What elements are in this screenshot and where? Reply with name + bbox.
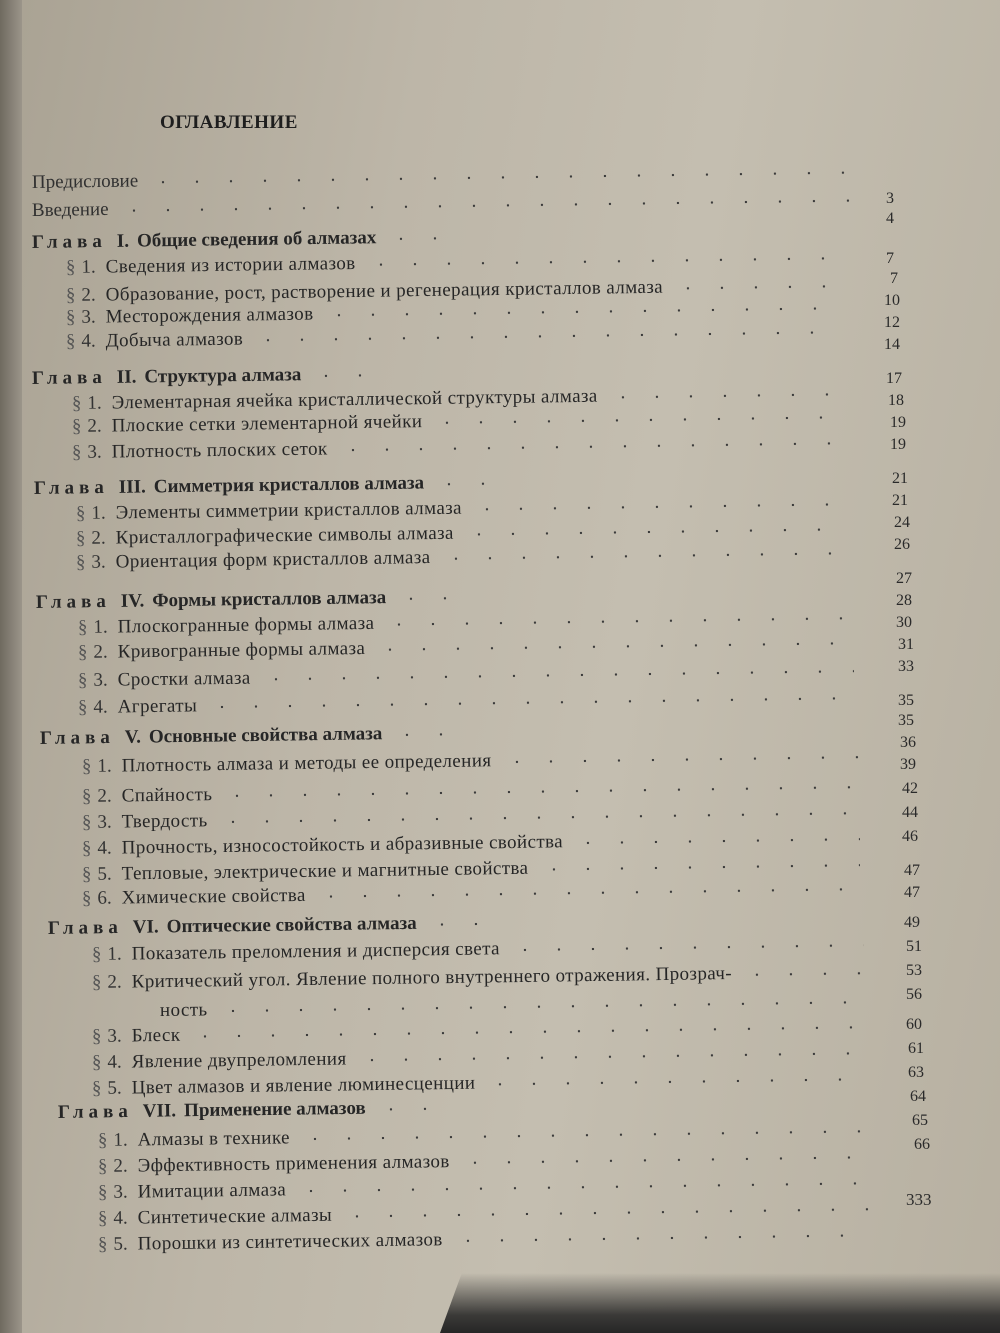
section-number: 4. bbox=[93, 696, 108, 718]
dot-leader bbox=[470, 502, 847, 511]
section-number: 3. bbox=[113, 1181, 128, 1203]
section-number: 1. bbox=[91, 502, 106, 524]
section-sign: § bbox=[71, 441, 82, 463]
section-number: 3. bbox=[97, 811, 112, 833]
dot-leader bbox=[390, 732, 450, 737]
dot-leader bbox=[384, 236, 444, 241]
section-number: 4. bbox=[81, 330, 96, 352]
dot-leader bbox=[188, 1025, 864, 1038]
page-number: 12 bbox=[884, 314, 900, 331]
page-number: 53 bbox=[906, 962, 922, 979]
section-number: 5. bbox=[97, 863, 112, 885]
section-number: 1. bbox=[107, 943, 122, 965]
dot-leader bbox=[483, 1077, 864, 1086]
section-sign: § bbox=[81, 837, 92, 859]
section-number: 1. bbox=[81, 256, 96, 278]
chapter-title: Основные свойства алмаза bbox=[148, 723, 383, 748]
section-title: Явление двупреломления bbox=[131, 1048, 347, 1073]
page-title: ОГЛАВЛЕНИЕ bbox=[160, 112, 298, 133]
dot-leader bbox=[382, 616, 854, 627]
chapter-word: Глава bbox=[35, 590, 111, 613]
section-number: 1. bbox=[93, 616, 108, 638]
page-number: 28 bbox=[896, 592, 912, 609]
dot-leader bbox=[364, 256, 834, 267]
chapter-number: II. bbox=[116, 366, 137, 388]
section-sign: § bbox=[97, 1181, 108, 1203]
section-sign: § bbox=[81, 863, 92, 885]
section-number: 6. bbox=[97, 887, 112, 909]
page-number: 60 bbox=[906, 1016, 922, 1033]
section-title: Алмазы в технике bbox=[137, 1127, 291, 1151]
section-title: Цвет алмазов и явление люминесценции bbox=[131, 1072, 476, 1099]
chapter-title: Применение алмазов bbox=[183, 1097, 366, 1122]
dot-leader bbox=[117, 198, 858, 212]
section-title: Твердость bbox=[121, 810, 208, 833]
dot-leader bbox=[432, 482, 492, 487]
section-number: 2. bbox=[91, 527, 106, 549]
chapter-word: Глава bbox=[31, 230, 107, 253]
page-number: 44 bbox=[902, 804, 918, 821]
page-number: 39 bbox=[900, 756, 916, 773]
background-shadow bbox=[440, 1273, 1000, 1333]
section-title: Ориентация форм кристаллов алмаза bbox=[115, 547, 431, 573]
page-number: 21 bbox=[892, 470, 908, 487]
chapter-word: Глава bbox=[33, 476, 109, 499]
section-sign: § bbox=[77, 616, 88, 638]
dot-leader bbox=[321, 306, 833, 317]
section-number: 2. bbox=[97, 785, 112, 807]
chapter-word: Глава bbox=[39, 726, 115, 749]
page-number: 30 bbox=[896, 614, 912, 631]
section-sign: § bbox=[91, 1051, 102, 1073]
section-title: Месторождения алмазов bbox=[105, 303, 314, 328]
section-sign: § bbox=[65, 284, 76, 306]
dot-leader bbox=[355, 1051, 864, 1062]
dot-leader bbox=[425, 922, 485, 927]
section-number: 2. bbox=[113, 1155, 128, 1177]
chapter-title: Симметрия кристаллов алмаза bbox=[153, 472, 425, 498]
section-title: Химические свойства bbox=[121, 884, 306, 909]
page-number: 7 bbox=[890, 270, 898, 287]
section-number: 3. bbox=[81, 306, 96, 328]
dot-leader bbox=[430, 415, 840, 425]
section-number: 3. bbox=[91, 551, 106, 573]
page-number: 18 bbox=[888, 392, 904, 409]
page-number: 65 bbox=[912, 1112, 928, 1129]
section-title: Плотность алмаза и методы ее определения bbox=[121, 750, 492, 777]
section-number: 2. bbox=[107, 971, 122, 993]
dot-leader bbox=[146, 170, 858, 184]
section-title: Синтетические алмазы bbox=[137, 1204, 333, 1229]
dot-leader bbox=[336, 441, 840, 452]
dot-leader bbox=[205, 696, 854, 709]
section-title: Агрегаты bbox=[117, 695, 198, 718]
dot-leader bbox=[259, 669, 854, 681]
page-number: 64 bbox=[910, 1088, 926, 1105]
page-number: 17 bbox=[886, 370, 902, 387]
page-number: 19 bbox=[890, 414, 906, 431]
section-sign: § bbox=[77, 641, 88, 663]
chapter-title: Общие сведения об алмазах bbox=[136, 227, 377, 252]
dot-leader bbox=[216, 1000, 864, 1013]
section-number: 4. bbox=[113, 1207, 128, 1229]
section-number: 5. bbox=[113, 1233, 128, 1255]
dot-leader bbox=[309, 373, 369, 378]
section-title: Прочность, износостойкость и абразивные свойства bbox=[121, 831, 564, 859]
section-sign: § bbox=[91, 1025, 102, 1047]
section-title: Тепловые, электрические и магнитные свойства bbox=[121, 857, 529, 885]
page-number: 66 bbox=[914, 1136, 930, 1153]
dot-leader bbox=[462, 527, 847, 536]
section-sign: § bbox=[81, 785, 92, 807]
section-title-continuation: ность bbox=[159, 999, 208, 1021]
page-number: 56 bbox=[906, 986, 922, 1003]
page-number: 47 bbox=[904, 862, 920, 879]
dot-leader bbox=[499, 755, 860, 764]
dot-leader bbox=[251, 330, 834, 342]
section-title: Показатель преломления и дисперсия света bbox=[131, 938, 501, 965]
section-title: Сведения из истории алмазов bbox=[105, 252, 356, 278]
dot-leader bbox=[373, 641, 854, 652]
dot-leader bbox=[438, 551, 846, 561]
toc-section-row bbox=[82, 745, 868, 780]
section-title: Сростки алмаза bbox=[117, 667, 251, 691]
section-title: Спайность bbox=[121, 784, 213, 807]
dot-leader bbox=[451, 1233, 872, 1243]
dot-leader bbox=[314, 887, 860, 899]
dot-leader bbox=[340, 1207, 872, 1218]
toc-entry-title: Введение bbox=[31, 198, 109, 221]
section-sign: § bbox=[81, 811, 92, 833]
section-number: 1. bbox=[113, 1129, 128, 1151]
chapter-number: VI. bbox=[132, 916, 159, 938]
page-number: 46 bbox=[902, 828, 918, 845]
section-title: Добыча алмазов bbox=[105, 328, 244, 352]
section-number: 4. bbox=[97, 837, 112, 859]
section-sign: § bbox=[65, 306, 76, 328]
page-number: 21 bbox=[892, 492, 908, 509]
page-number: 49 bbox=[904, 914, 920, 931]
section-sign: § bbox=[91, 943, 102, 965]
page-number: 35 bbox=[898, 692, 914, 709]
section-title: Плоскогранные формы алмаза bbox=[117, 612, 375, 638]
section-title: Элементы симметрии кристаллов алмаза bbox=[115, 497, 463, 524]
section-sign: § bbox=[71, 415, 82, 437]
page-number: 3 bbox=[886, 190, 894, 207]
section-title: Плотность плоских сеток bbox=[111, 438, 328, 463]
section-title: Критический угол. Явление полного внутреннего отражения. Прозрач- bbox=[131, 963, 733, 993]
page-number: 7 bbox=[886, 250, 894, 267]
chapter-number: III. bbox=[118, 476, 146, 498]
chapter-number: I. bbox=[116, 230, 130, 252]
section-sign: § bbox=[77, 696, 88, 718]
section-title: Порошки из синтетических алмазов bbox=[137, 1229, 443, 1255]
page-number: 24 bbox=[894, 514, 910, 531]
dot-leader bbox=[508, 943, 864, 952]
section-number: 3. bbox=[93, 669, 108, 691]
section-title: Эффективность применения алмазов bbox=[137, 1151, 450, 1177]
section-number: 1. bbox=[87, 392, 102, 414]
section-sign: § bbox=[97, 1129, 108, 1151]
page-number: 33 bbox=[898, 658, 914, 675]
section-title: Образование, рост, растворение и регенерация кристаллов алмаза bbox=[105, 276, 664, 306]
dot-leader bbox=[374, 1107, 434, 1112]
section-number: 3. bbox=[107, 1025, 122, 1047]
section-number: 1. bbox=[97, 755, 112, 777]
chapter-number: VII. bbox=[142, 1100, 177, 1122]
page-number: 35 bbox=[898, 712, 914, 729]
page-number: 51 bbox=[906, 938, 922, 955]
page-number: 4 bbox=[886, 210, 894, 227]
dot-leader bbox=[216, 811, 860, 824]
section-title: Плоские сетки элементарной ячейки bbox=[111, 411, 423, 437]
section-sign: § bbox=[97, 1155, 108, 1177]
page-number: 10 bbox=[884, 292, 900, 309]
dot-leader bbox=[458, 1155, 872, 1165]
dot-leader bbox=[606, 392, 840, 399]
page-edge bbox=[0, 0, 22, 1333]
page-number: 19 bbox=[890, 436, 906, 453]
page-number: 27 bbox=[896, 570, 912, 587]
section-sign: § bbox=[91, 971, 102, 993]
page-number: 42 bbox=[902, 780, 918, 797]
dot-leader bbox=[740, 971, 864, 977]
folio-page-number: 333 bbox=[906, 1190, 932, 1209]
section-title: Кристаллографические символы алмаза bbox=[115, 522, 454, 549]
dot-leader bbox=[298, 1129, 872, 1141]
chapter-number: V. bbox=[124, 726, 142, 748]
page-number: 61 bbox=[908, 1040, 924, 1057]
section-number: 2. bbox=[87, 415, 102, 437]
section-sign: § bbox=[81, 887, 92, 909]
dot-leader bbox=[394, 596, 454, 601]
page-number: 14 bbox=[884, 336, 900, 353]
section-sign: § bbox=[77, 669, 88, 691]
page-number: 31 bbox=[898, 636, 914, 653]
section-number: 2. bbox=[93, 641, 108, 663]
page-number: 36 bbox=[900, 734, 916, 751]
section-sign: § bbox=[71, 392, 82, 414]
section-title: Имитации алмаза bbox=[137, 1179, 287, 1203]
chapter-title: Формы кристаллов алмаза bbox=[152, 587, 387, 612]
chapter-title: Структура алмаза bbox=[144, 364, 302, 388]
section-sign: § bbox=[75, 527, 86, 549]
section-sign: § bbox=[75, 502, 86, 524]
section-sign: § bbox=[65, 256, 76, 278]
section-sign: § bbox=[91, 1077, 102, 1099]
chapter-number: IV. bbox=[120, 590, 145, 612]
chapter-title: Оптические свойства алмаза bbox=[166, 912, 417, 938]
dot-leader bbox=[671, 284, 834, 290]
section-sign: § bbox=[81, 755, 92, 777]
chapter-word: Глава bbox=[47, 916, 123, 939]
chapter-word: Глава bbox=[57, 1100, 133, 1123]
section-sign: § bbox=[65, 330, 76, 352]
dot-leader bbox=[294, 1181, 872, 1193]
dot-leader bbox=[220, 785, 860, 798]
section-title: Кривогранные формы алмаза bbox=[117, 637, 366, 663]
page-number: 26 bbox=[894, 536, 910, 553]
section-number: 4. bbox=[107, 1051, 122, 1073]
section-number: 2. bbox=[81, 284, 96, 306]
page-number: 47 bbox=[904, 884, 920, 901]
section-number: 3. bbox=[87, 441, 102, 463]
section-sign: § bbox=[97, 1207, 108, 1229]
section-sign: § bbox=[97, 1233, 108, 1255]
dot-leader bbox=[571, 837, 860, 845]
toc-entry-title: Предисловие bbox=[31, 170, 139, 193]
section-sign: § bbox=[75, 551, 86, 573]
section-title: Блеск bbox=[131, 1024, 181, 1047]
section-title: Элементарная ячейка кристаллической структуры алмаза bbox=[111, 385, 598, 414]
dot-leader bbox=[536, 863, 860, 872]
section-number: 5. bbox=[107, 1077, 122, 1099]
page-number: 63 bbox=[908, 1064, 924, 1081]
chapter-word: Глава bbox=[31, 366, 107, 389]
